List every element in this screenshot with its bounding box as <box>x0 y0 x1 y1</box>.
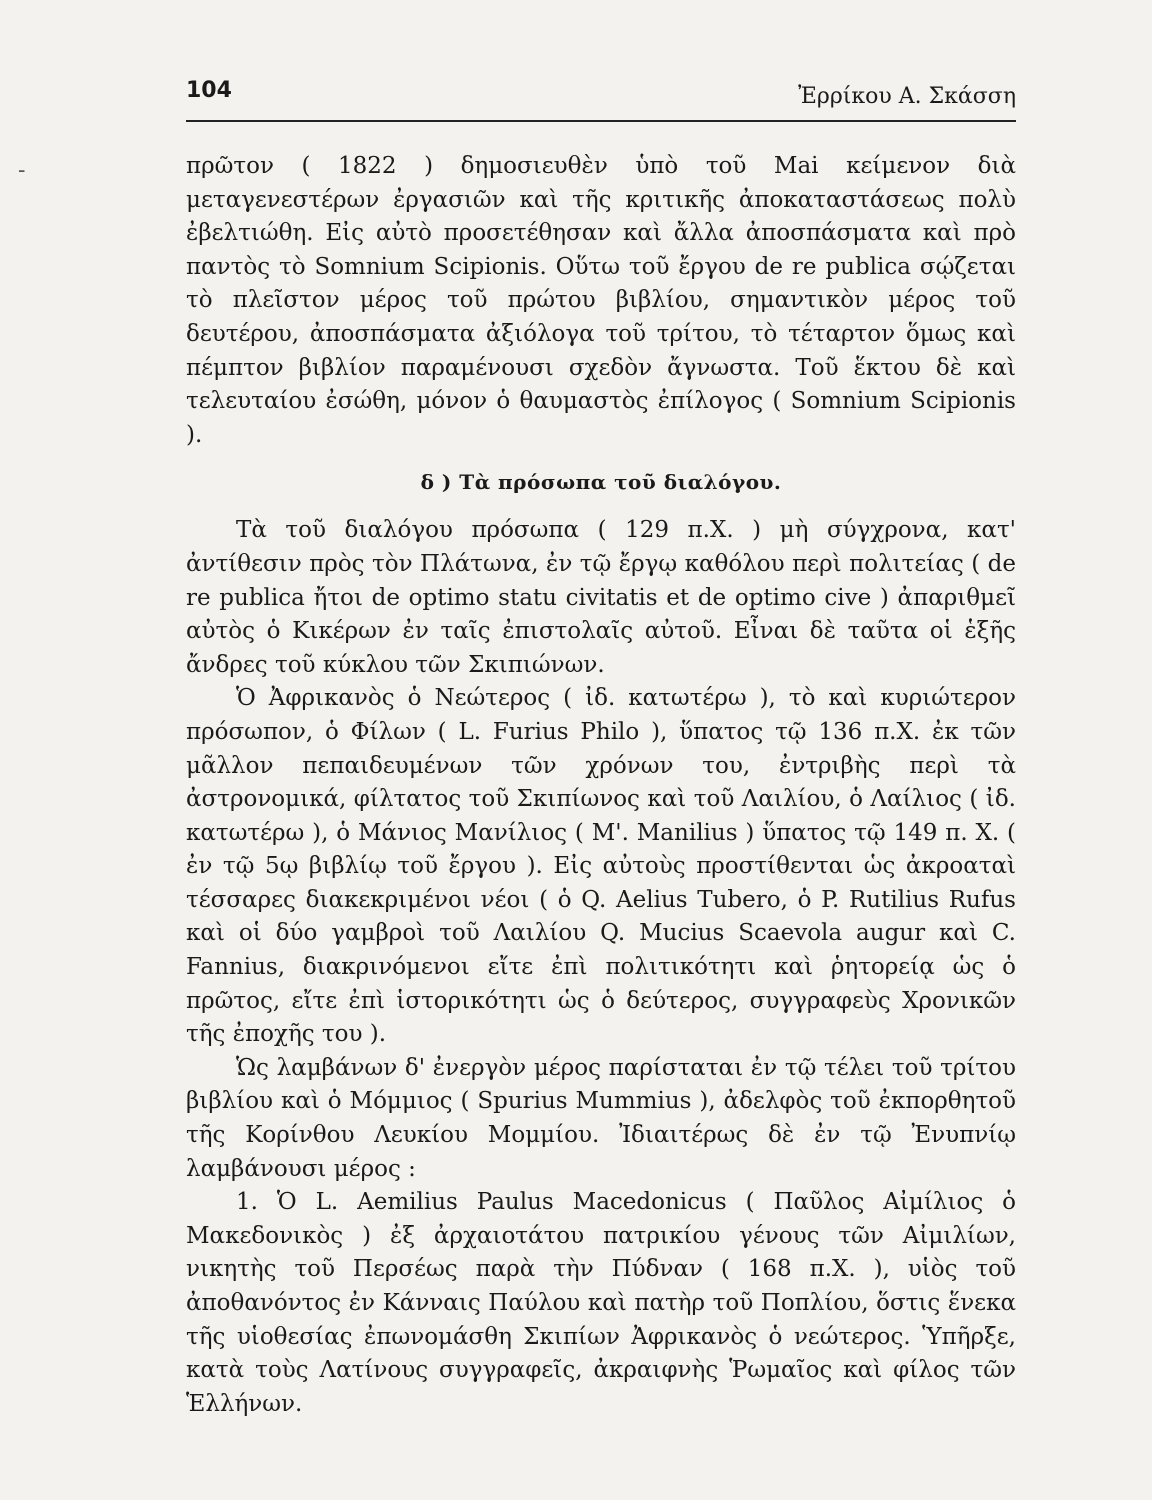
body-text <box>186 150 1016 1421</box>
running-head: Ἐρρίκου Α. Σκάσση <box>798 84 1016 109</box>
page-number: 104 <box>186 78 232 103</box>
paragraph-3: Ὁ Ἀφρικανὸς ὁ Νεώτερος ( ἰδ. κατωτέρω ), τὸ καὶ κυριώτερον πρόσωπον, ὁ Φίλων ( L. Furius Philo ), ὕπατος τῷ 136 π.Χ. ἐκ τῶν μᾶλλον πεπαιδευμένων τῶν χρόνων του, ἐντριβὴς περὶ τὰ ἀστρονομικά, φίλτατος τοῦ Σκιπίωνος καὶ τοῦ Λαιλίου, ὁ Λαίλιος ( ἰδ. κατωτέρω ), ὁ Μάνιος Μανίλιος ( Μ'. Manilius ) ὕπατος τῷ 149 π. Χ. ( ἐν τῷ 5ῳ βιβλίῳ τοῦ ἔργου ). Εἰς αὐτοὺς προστίθενται ὡς ἀκροαταὶ τέσσαρες διακεκριμένοι νέοι ( ὁ Q. Aelius Tubero, ὁ P. Rutilius Rufus καὶ οἱ δύο γαμβροὶ τοῦ Λαιλίου Q. Mucius Scaevola augur καὶ C. Fannius, διακρινόμενοι εἴτε ἐπὶ πολιτικότητι καὶ ῥητορείᾳ ὡς ὁ πρῶτος, εἴτε ἐπὶ ἱστορικότητι ὡς ὁ δεύτερος, συγγραφεὺς Χρονικῶν τῆς ἐποχῆς του ). <box>186 685 1016 1048</box>
margin-mark: - <box>18 158 26 183</box>
paragraph-1: πρῶτον ( 1822 ) δημοσιευθὲν ὑπὸ τοῦ Mai κείμενον διὰ μεταγενεστέρων ἐργασιῶν καὶ τῆς κριτικῆς ἀποκαταστάσεως πολὺ ἐβελτιώθη. Εἰς αὐτὸ προσετέθησαν καὶ ἄλλα ἀποσπάσματα καὶ πρὸ παντὸς τὸ Somnium Scipionis. Οὕτω τοῦ ἔργου de re publica σῴζεται τὸ πλεῖστον μέρος τοῦ πρώτου βιβλίου, σημαντικὸν μέρος τοῦ δευτέρου, ἀποσπάσματα ἀξιόλογα τοῦ τρίτου, τὸ τέταρτον ὅμως καὶ πέμπτον βιβλίον παραμένουσι σχεδὸν ἄγνωστα. Τοῦ ἕκτου δὲ καὶ τελευταίου ἐσώθη, μόνον ὁ θαυμαστὸς ἐπίλογος ( Somnium Scipionis ). <box>186 153 1016 448</box>
header-rule <box>186 120 1016 122</box>
paragraph-4: Ὡς λαμβάνων δ' ἐνεργὸν μέρος παρίσταται ἐν τῷ τέλει τοῦ τρίτου βιβλίου καὶ ὁ Μόμμιος ( Spurius Mummius ), ἀδελφὸς τοῦ ἐκπορθητοῦ τῆς Κορίνθου Λευκίου Μομμίου. Ἰδιαιτέρως δὲ ἐν τῷ Ἐνυπνίῳ λαμβάνουσι μέρος : <box>186 1054 1016 1182</box>
section-heading: δ ) Τὰ πρόσωπα τοῦ διαλόγου. <box>420 470 782 495</box>
paragraph-2: Τὰ τοῦ διαλόγου πρόσωπα ( 129 π.Χ. ) μὴ σύγχρονα, κατ' ἀντίθεσιν πρὸς τὸν Πλάτωνα, ἐν τῷ ἔργῳ καθόλου περὶ πολιτείας ( de re publica ἤτοι de optimo statu civitatis et de optimo cive ) ἀπαριθμεῖ αὐτὸς ὁ Κικέρων ἐν ταῖς ἐπιστολαῖς αὐτοῦ. Εἶναι δὲ ταῦτα οἱ ἑξῆς ἄνδρες τοῦ κύκλου τῶν Σκιπιώνων. <box>186 517 1016 678</box>
paragraph-5: 1. Ὁ L. Aemilius Paulus Macedonicus ( Παῦλος Αἰμίλιος ὁ Μακεδονικὸς ) ἐξ ἀρχαιοτάτου πατρικίου γένους τῶν Αἰμιλίων, νικητὴς τοῦ Περσέως παρὰ τὴν Πύδναν ( 168 π.Χ. ), υἱὸς τοῦ ἀποθανόντος ἐν Κάνναις Παύλου καὶ πατὴρ τοῦ Ποπλίου, ὅστις ἕνεκα τῆς υἱοθεσίας ἐπωνομάσθη Σκιπίων Ἀφρικανὸς ὁ νεώτερος. Ὑπῆρξε, κατὰ τοὺς Λατίνους συγγραφεῖς, ἀκραιφνὴς Ῥωμαῖος καὶ φίλος τῶν Ἑλλήνων. <box>186 1189 1016 1417</box>
page-header <box>186 78 1016 114</box>
